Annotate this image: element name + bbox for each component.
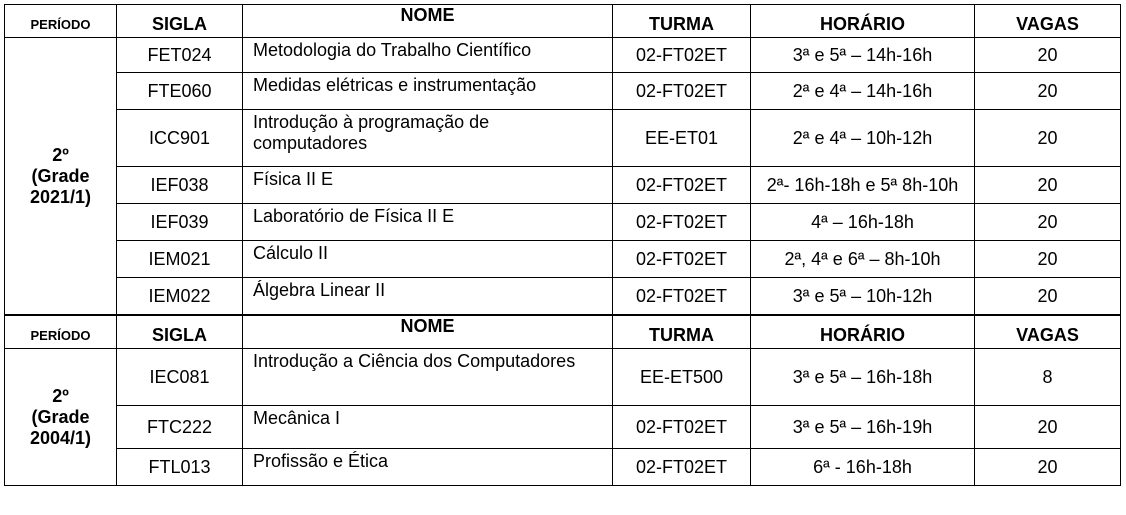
turma-cell: 02-FT02ET <box>613 278 751 316</box>
horario-cell: 2ª, 4ª e 6ª – 8h-10h <box>751 241 975 278</box>
turma-cell: 02-FT02ET <box>613 73 751 110</box>
header-horario: HORÁRIO <box>751 315 975 349</box>
periodo-line: (Grade <box>31 165 90 186</box>
sigla-cell: ICC901 <box>117 110 243 167</box>
table-row <box>5 349 1121 406</box>
turma-cell: 02-FT02ET <box>613 204 751 241</box>
vagas-cell: 20 <box>975 278 1121 316</box>
sigla-cell: IEF039 <box>117 204 243 241</box>
header-row <box>5 315 1121 349</box>
periodo-line: 2º <box>52 144 69 165</box>
header-turma: TURMA <box>613 5 751 38</box>
sigla-cell: IEM021 <box>117 241 243 278</box>
horario-cell: 6ª - 16h-18h <box>751 449 975 486</box>
horario-cell: 3ª e 5ª – 16h-18h <box>751 349 975 406</box>
table-row <box>5 278 1121 316</box>
vagas-cell: 20 <box>975 38 1121 73</box>
sigla-cell: FET024 <box>117 38 243 73</box>
horario-cell: 3ª e 5ª – 14h-16h <box>751 38 975 73</box>
periodo-line: 2021/1) <box>29 186 92 207</box>
sigla-cell: FTE060 <box>117 73 243 110</box>
turma-cell: EE-ET500 <box>613 349 751 406</box>
turma-cell: EE-ET01 <box>613 110 751 167</box>
nome-cell: Introdução à programação de computadores <box>243 110 613 167</box>
horario-cell: 2ª e 4ª – 14h-16h <box>751 73 975 110</box>
header-nome: NOME <box>243 5 613 38</box>
vagas-cell: 20 <box>975 406 1121 449</box>
header-sigla: SIGLA <box>117 5 243 38</box>
table-row <box>5 73 1121 110</box>
horario-cell: 3ª e 5ª – 10h-12h <box>751 278 975 316</box>
periodo-cell <box>5 349 117 486</box>
header-turma: TURMA <box>613 315 751 349</box>
nome-cell: Introdução a Ciência dos Computadores <box>243 349 613 406</box>
vagas-cell: 20 <box>975 241 1121 278</box>
turma-cell: 02-FT02ET <box>613 38 751 73</box>
sigla-cell: IEM022 <box>117 278 243 316</box>
sigla-cell: FTL013 <box>117 449 243 486</box>
header-nome: NOME <box>243 315 613 349</box>
table-row <box>5 110 1121 167</box>
header-horario: HORÁRIO <box>751 5 975 38</box>
table-row <box>5 241 1121 278</box>
nome-cell: Medidas elétricas e instrumentação <box>243 73 613 110</box>
nome-cell: Cálculo II <box>243 241 613 278</box>
vagas-cell: 20 <box>975 204 1121 241</box>
periodo-line: 2º <box>52 385 69 406</box>
table-row <box>5 406 1121 449</box>
sigla-cell: IEF038 <box>117 167 243 204</box>
nome-cell: Álgebra Linear II <box>243 278 613 316</box>
nome-cell: Profissão e Ética <box>243 449 613 486</box>
nome-cell: Laboratório de Física II E <box>243 204 613 241</box>
turma-cell: 02-FT02ET <box>613 406 751 449</box>
vagas-cell: 20 <box>975 449 1121 486</box>
nome-cell: Metodologia do Trabalho Científico <box>243 38 613 73</box>
periodo-line: 2004/1) <box>29 427 92 448</box>
turma-cell: 02-FT02ET <box>613 167 751 204</box>
header-sigla: SIGLA <box>117 315 243 349</box>
vagas-cell: 20 <box>975 110 1121 167</box>
turma-cell: 02-FT02ET <box>613 241 751 278</box>
table-row <box>5 167 1121 204</box>
vagas-cell: 20 <box>975 73 1121 110</box>
vagas-cell: 20 <box>975 167 1121 204</box>
table-row <box>5 449 1121 486</box>
turma-cell: 02-FT02ET <box>613 449 751 486</box>
horario-cell: 2ª e 4ª – 10h-12h <box>751 110 975 167</box>
horario-cell: 3ª e 5ª – 16h-19h <box>751 406 975 449</box>
header-vagas: VAGAS <box>975 5 1121 38</box>
header-periodo: PERÍODO <box>5 5 117 38</box>
table-row <box>5 204 1121 241</box>
horario-cell: 2ª- 16h-18h e 5ª 8h-10h <box>751 167 975 204</box>
nome-cell: Física II E <box>243 167 613 204</box>
header-vagas: VAGAS <box>975 315 1121 349</box>
nome-cell: Mecânica I <box>243 406 613 449</box>
sigla-cell: IEC081 <box>117 349 243 406</box>
table-row <box>5 38 1121 73</box>
horario-cell: 4ª – 16h-18h <box>751 204 975 241</box>
sigla-cell: FTC222 <box>117 406 243 449</box>
periodo-line: (Grade <box>31 406 90 427</box>
header-periodo: PERÍODO <box>5 315 117 349</box>
header-row <box>5 5 1121 38</box>
periodo-cell <box>5 38 117 316</box>
schedule-table <box>4 4 1121 486</box>
vagas-cell: 8 <box>975 349 1121 406</box>
